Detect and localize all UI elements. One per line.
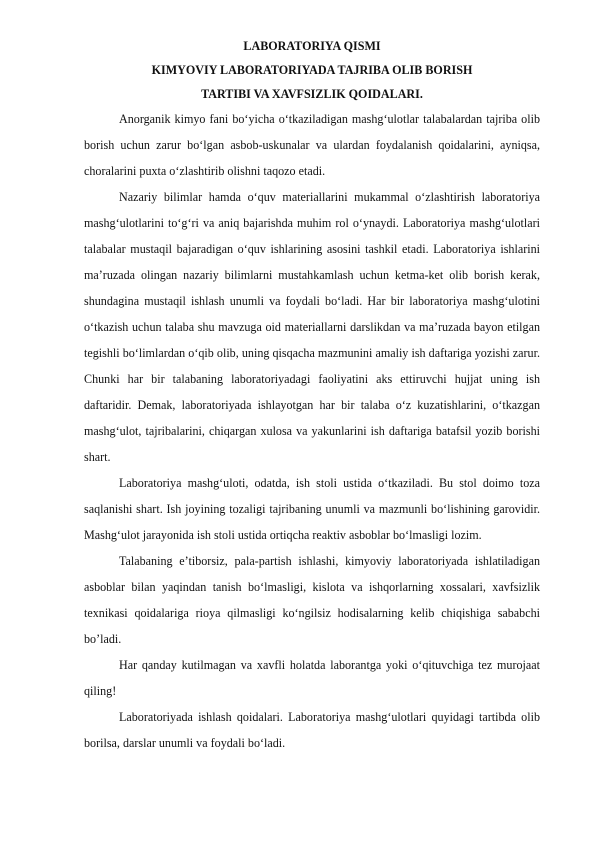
section-title: LABORATORIYA QISMI bbox=[243, 39, 381, 53]
document-title-line-2: TARTIBI VA XAVFSIZLIK QOIDALARI. bbox=[201, 87, 423, 101]
paragraph-intro: Anorganik kimyo fani bo‘yicha o‘tkaziladigan mashg‘ulotlar talabalardan tajriba olib borish uchun zarur bo‘lgan asbob-uskunalar va ulardan foydalanish qoidalarini, ayniqsa, choralarini puxta o‘zlashtirib olishni taqozo etadi. bbox=[84, 112, 540, 178]
paragraph-theory: Nazariy bilimlar hamda o‘quv materiallarini mukammal o‘zlashtirish laboratoriya mashg‘ulotlarini to‘g‘ri va aniq bajarishda muhim rol o‘ynaydi. Laboratoriya mashg‘ulotlari talabalar mustaqil bajaradigan o‘quv ishlarining asosini tashkil etadi. Laboratoriya ishlarini ma’ruzada olingan nazariy bilimlarni mustahkamlash uchun ketma-ket olib borish kerak, shundagina mustaqil ishlash unumli va foydali bo‘ladi. Har bir laboratoriya mashg‘ulotini o‘tkazish uchun talaba shu mavzuga oid materiallarni darslikdan va ma’ruzada bayon etilgan tegishli bo‘limlardan o‘qib olib, uning qisqacha mazmunini amaliy ish daftariga yozishi zarur. Chunki har bir talabaning laboratoriyadagi faoliyatini aks ettiruvchi hujjat uning ish daftaridir. Demak, laboratoriyada ishlayotgan har bir talaba o‘z kuzatishlarini, o‘tkazgan mashg‘ulot, tajribalarini, chiqargan xulosa va yakunlarini ish daftariga batafsil yozib borishi shart. bbox=[84, 190, 540, 464]
paragraph-rules: Laboratoriyada ishlash qoidalari. Laboratoriya mashg‘ulotlari quyidagi tartibda olib borilsa, darslar unumli va foydali bo‘ladi. bbox=[84, 710, 540, 750]
paragraph-emergency: Har qanday kutilmagan va xavfli holatda laborantga yoki o‘qituvchiga tez murojaat qiling! bbox=[84, 658, 540, 698]
paragraph-workbench: Laboratoriya mashg‘uloti, odatda, ish stoli ustida o‘tkaziladi. Bu stol doimo toza saqlanishi shart. Ish joyining tozaligi tajribaning unumli va mazmunli bo‘lishining garovidir. Mashg‘ulot jarayonida ish stoli ustida ortiqcha reaktiv asboblar bo‘lmasligi lozim. bbox=[84, 476, 540, 542]
document-page bbox=[84, 34, 540, 756]
document-title-line-1: KIMYOVIY LABORATORIYADA TAJRIBA OLIB BORISH bbox=[151, 63, 473, 77]
paragraph-safety: Talabaning e’tiborsiz, pala-partish ishlashi, kimyoviy laboratoriyada ishlatiladigan asboblar bilan yaqindan tanish bo‘lmasligi, kislota va ishqorlarning xossalari, xavfsizlik texnikasi qoidalariga rioya qilmasligi ko‘ngilsiz hodisalarning kelib chiqishiga sababchi bo’ladi. bbox=[84, 554, 540, 646]
